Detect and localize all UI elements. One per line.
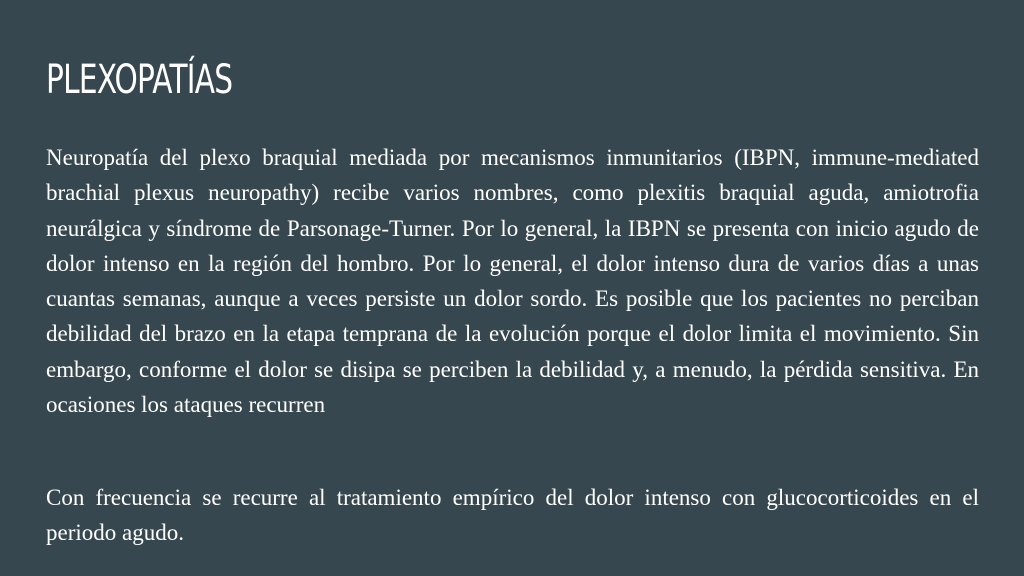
body-paragraph-1: Neuropatía del plexo braquial mediada por mecanismos inmunitarios (IBPN, immune-mediated brachial plexus neuropathy) recibe varios nombres, como plexitis braquial aguda, amiotrofia neurálgica y síndrome de Parsonage-Turner. Por lo general, la IBPN se presenta con inicio agudo de dolor intenso en la región del hombro. Por lo general, el dolor intenso dura de varios días a unas cuantas semanas, aunque a veces persiste un dolor sordo. Es posible que los pacientes no perciban debilidad del brazo en la etapa temprana de la evolución porque el dolor limita el movimiento. Sin embargo, conforme el dolor se disipa se perciben la debilidad y, a menudo, la pérdida sensitiva. En ocasiones los ataques recurren xyxy=(46,145,979,418)
body-paragraph-2: Con frecuencia se recurre al tratamiento empírico del dolor intenso con glucocorticoides en el periodo agudo. xyxy=(46,485,979,546)
slide-title: PLEXOPATÍAS xyxy=(46,57,233,103)
